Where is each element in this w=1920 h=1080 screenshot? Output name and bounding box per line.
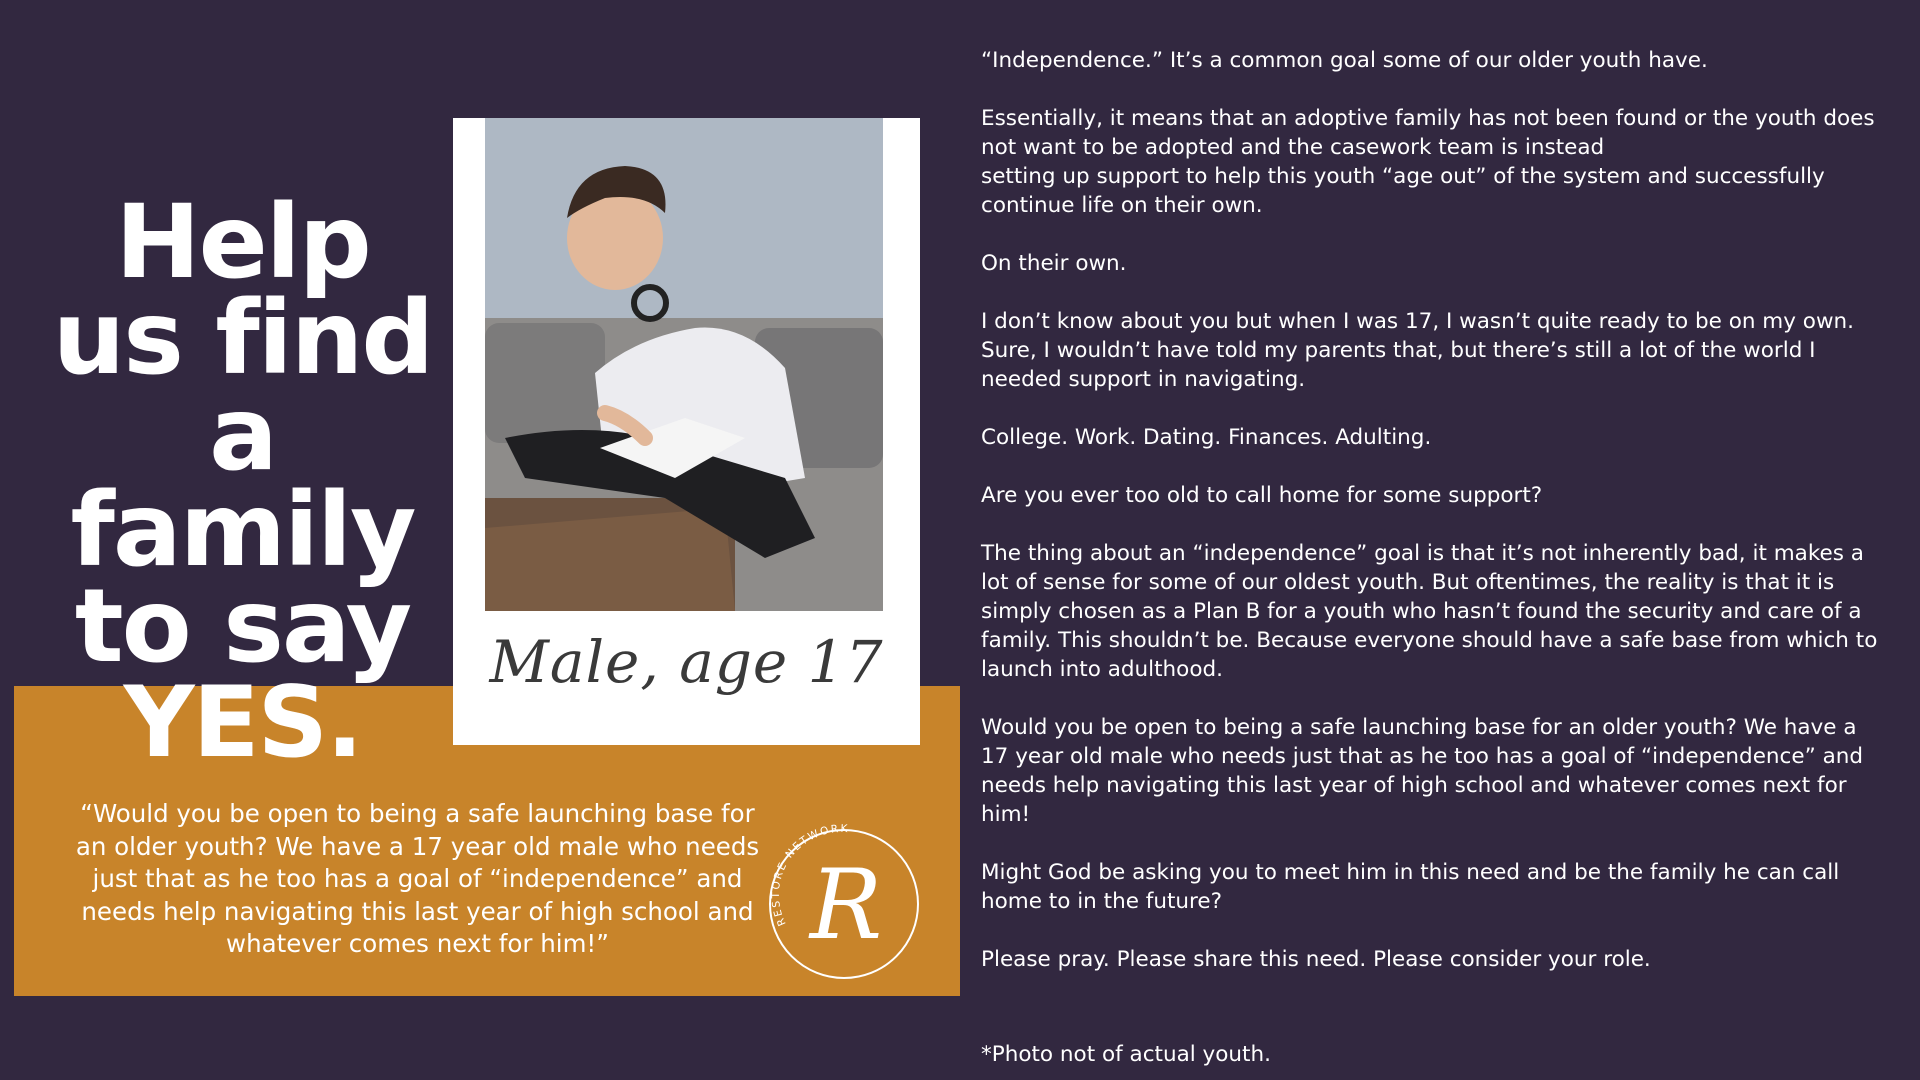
pull-quote: “Would you be open to being a safe launching base for an older youth? We have a 17 year old male who needs just that as he too has a goal of “independence” and needs help navigating this last year of high school and whatever comes next for him!”	[75, 799, 760, 958]
story-paragraph: Are you ever too old to call home for some support?	[981, 483, 1543, 508]
story-paragraph: “Independence.” It’s a common goal some of our older youth have.	[981, 48, 1708, 73]
photo-disclaimer: *Photo not of actual youth.	[981, 1042, 1271, 1067]
story-paragraph: The thing about an “independence” goal is that it’s not inherently bad, it makes a lot of sense for some of our oldest youth. But oftentimes, the reality is that it is simply chosen as a Plan B for a youth who hasn’t found the security and care of a family. This shouldn’t be. Because everyone should have a safe base from which to launch into adulthood.	[981, 541, 1878, 682]
story-text	[981, 46, 1881, 1003]
story-paragraph: Would you be open to being a safe launching base for an older youth? We have a 17 year old male who needs just that as he too has a goal of “independence” and needs help navigating this last year of high school and whatever comes next for him!	[981, 715, 1864, 827]
headline-line: to say	[74, 567, 411, 686]
restore-network-logo	[760, 820, 928, 988]
story-paragraph: Essentially, it means that an adoptive family has not been found or the youth does not want to be adopted and the casework team is instead setting up support to help this youth “age out” of the system and successfully continue life on their own.	[981, 106, 1875, 218]
headline-line: family	[70, 471, 415, 590]
svg-text:RESTORE NETWORK: RESTORE NETWORK	[769, 822, 850, 928]
story-paragraph: I don’t know about you but when I was 17, I wasn’t quite ready to be on my own. Sure, I wouldn’t have told my parents that, but there’s still a lot of the world I needed support in navigating.	[981, 309, 1855, 392]
story-paragraph: College. Work. Dating. Finances. Adulting.	[981, 425, 1432, 450]
headline-yes: YES.	[123, 666, 362, 780]
headline	[20, 183, 465, 780]
headline-line: a	[209, 375, 276, 494]
story-paragraph: Might God be asking you to meet him in this need and be the family he can call home to in the future?	[981, 860, 1840, 914]
svg-text:R: R	[809, 849, 883, 961]
youth-photo-illustration	[485, 118, 883, 611]
story-paragraph: Please pray. Please share this need. Please consider your role.	[981, 947, 1651, 972]
photo-card	[453, 118, 920, 745]
headline-line: Help	[115, 183, 370, 302]
story-paragraph: On their own.	[981, 251, 1127, 276]
photo-caption: Male, age 17	[489, 628, 884, 696]
headline-line: us find	[52, 279, 433, 398]
youth-photo	[485, 118, 883, 611]
